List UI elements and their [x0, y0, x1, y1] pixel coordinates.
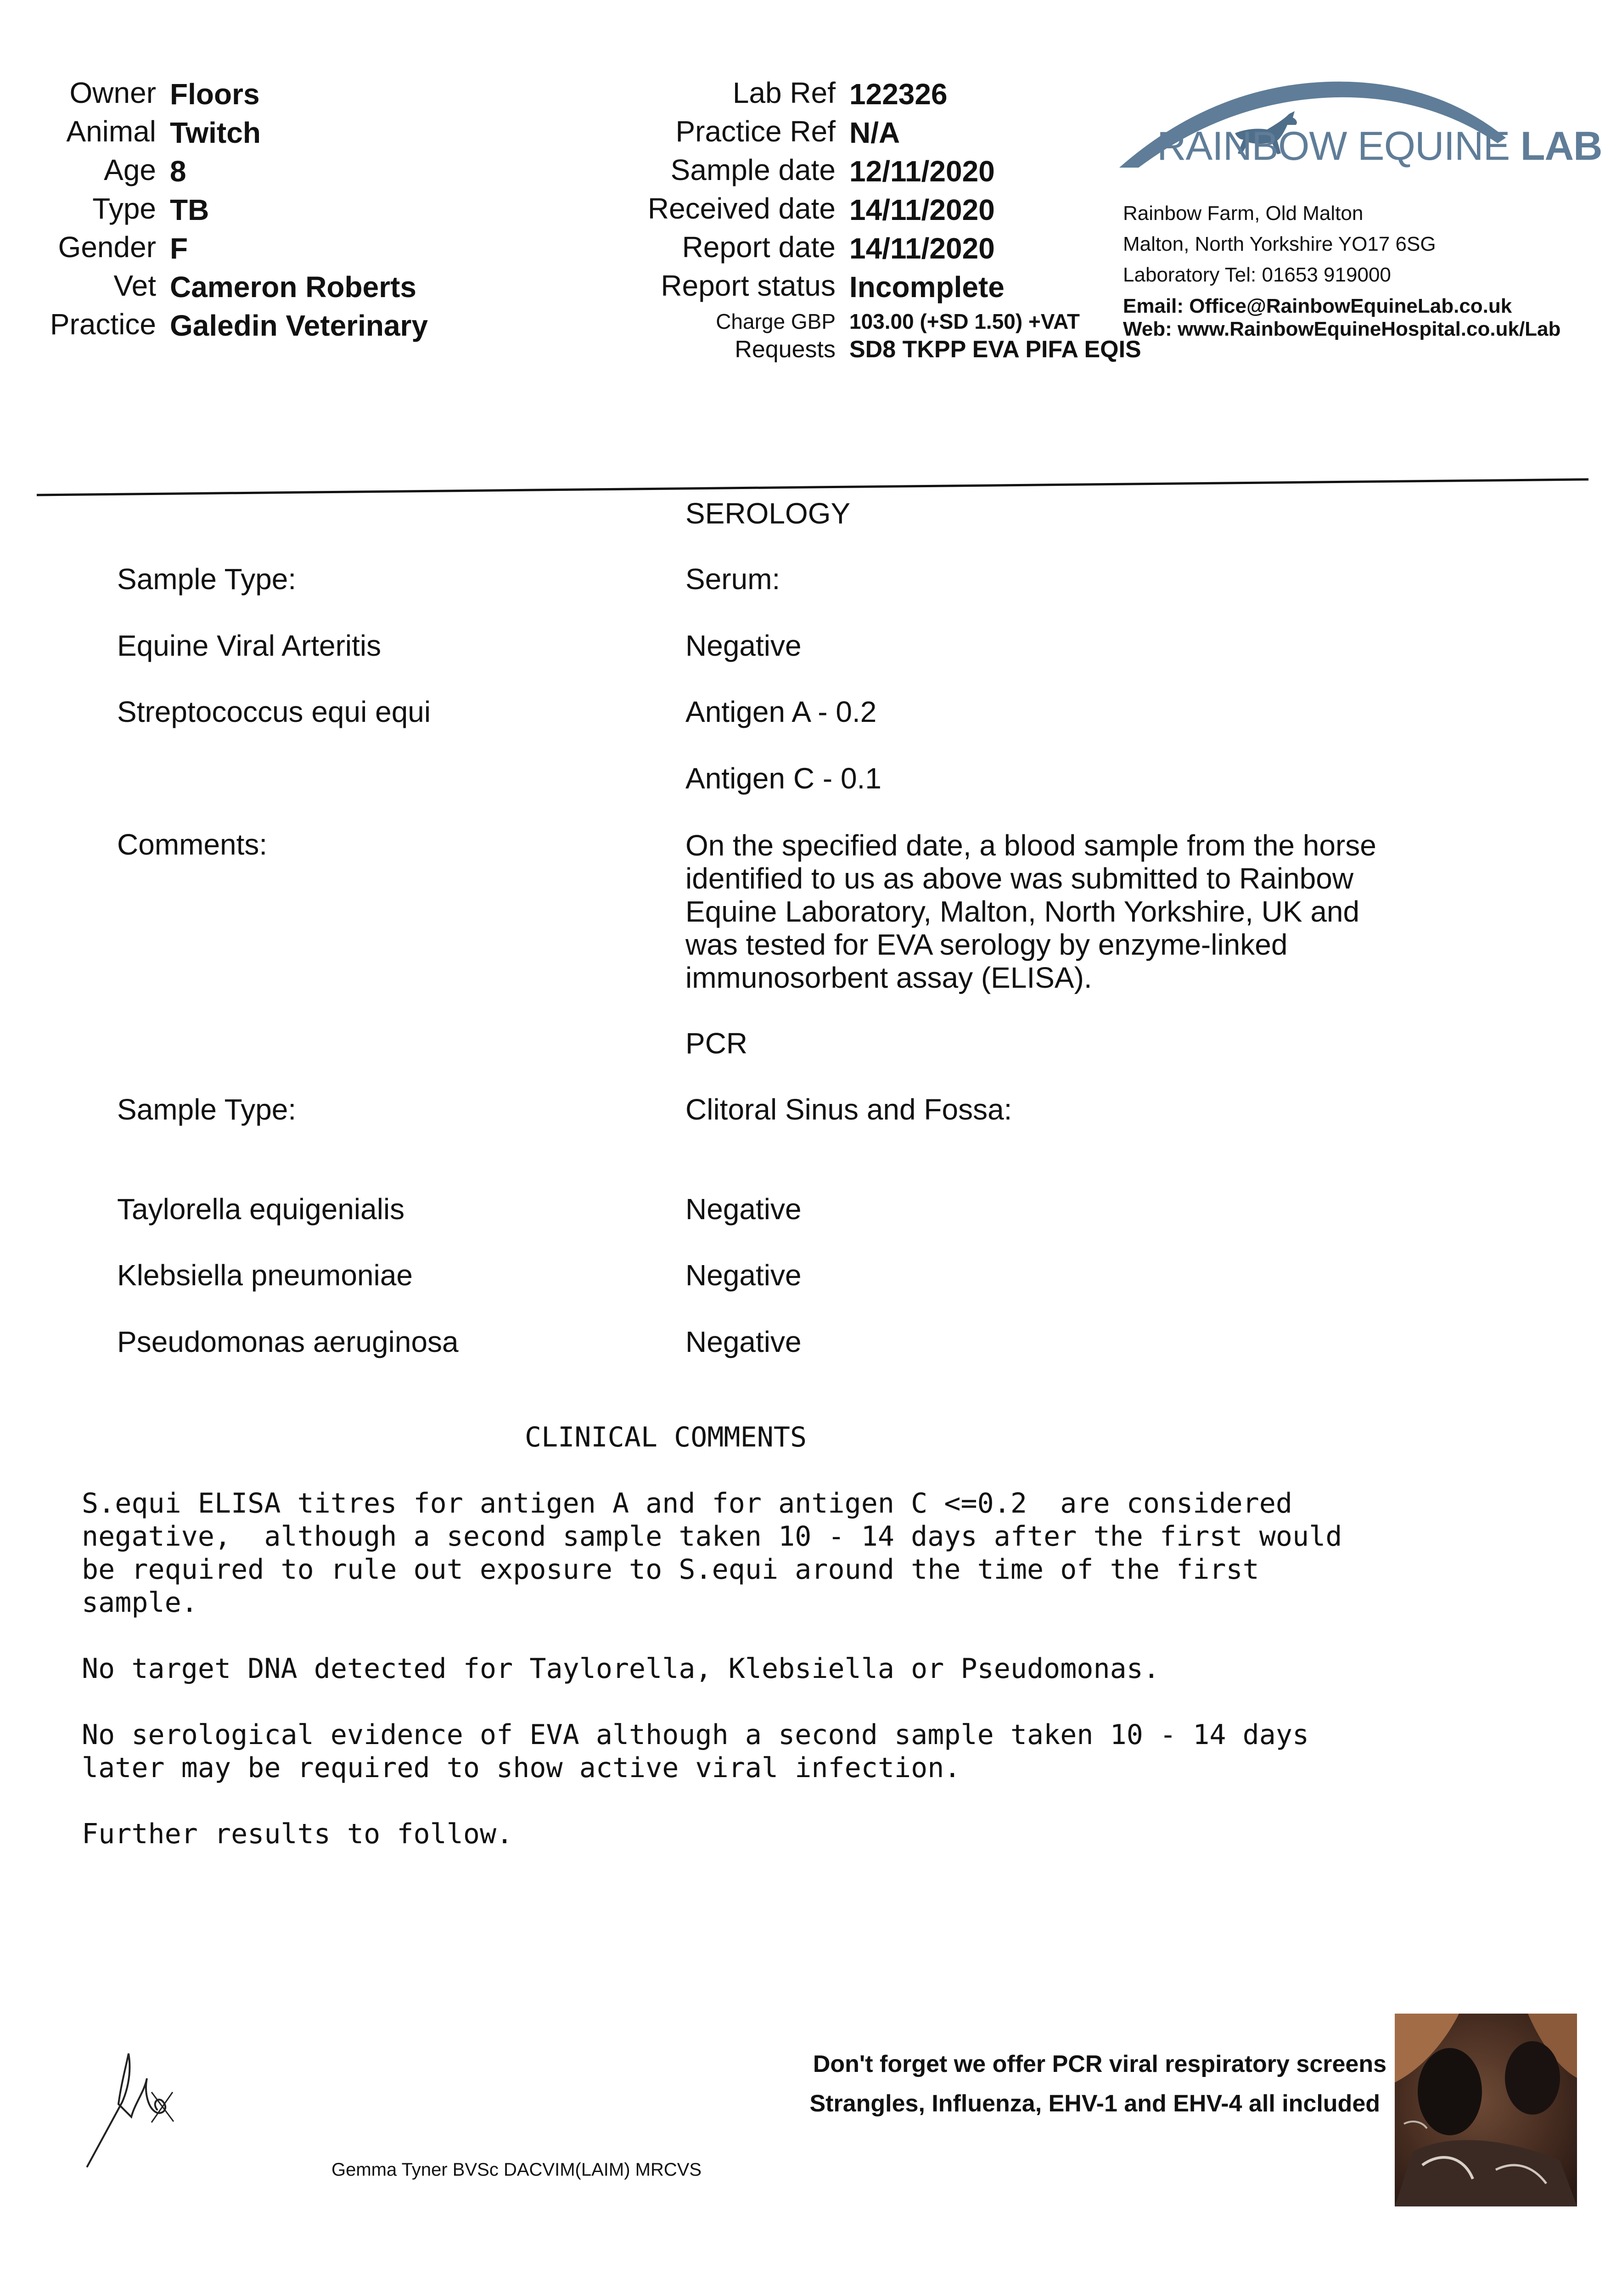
antigen-a-result: Antigen A - 0.2	[685, 695, 877, 728]
practice-value: Galedin Veterinary	[170, 309, 428, 342]
promo-line-1: Don't forget we offer PCR viral respiratory screens	[813, 2051, 1386, 2077]
serology-sample-type-label: Sample Type:	[117, 563, 297, 596]
age-label: Age	[104, 153, 156, 186]
horse-nose-image	[1395, 2014, 1577, 2206]
brand-name-main: RAINBOW EQUINE	[1157, 123, 1521, 169]
pcr-organism-klebsiella: Klebsiella pneumoniae	[117, 1259, 413, 1292]
practice-ref-value: N/A	[849, 116, 900, 149]
lab-website[interactable]: Web: www.RainbowEquineHospital.co.uk/Lab	[1123, 318, 1561, 340]
serology-sample-type-value: Serum:	[685, 563, 780, 596]
report-date-value: 14/11/2020	[849, 232, 995, 265]
pcr-organism-pseudomonas: Pseudomonas aeruginosa	[117, 1325, 459, 1358]
address-line-1: Rainbow Farm, Old Malton	[1123, 202, 1364, 225]
gender-label: Gender	[58, 231, 156, 264]
lab-ref-label: Lab Ref	[732, 76, 836, 109]
clinical-heading: CLINICAL COMMENTS	[525, 1421, 807, 1453]
eva-result: Negative	[685, 629, 802, 662]
sample-date-value: 12/11/2020	[849, 155, 995, 188]
report-status-label: Report status	[661, 269, 836, 302]
signatory-name: Gemma Tyner BVSc DACVIM(LAIM) MRCVS	[331, 2160, 702, 2180]
pcr-result-taylorella: Negative	[685, 1193, 802, 1226]
clinical-para-eva: No serological evidence of EVA although a second sample taken 10 - 14 days later may be required to show active viral infection.	[82, 1719, 1309, 1784]
lab-email[interactable]: Email: Office@RainbowEquineLab.co.uk	[1123, 295, 1512, 317]
clinical-para-elisa: S.equi ELISA titres for antigen A and for antigen C <=0.2 are considered negative, although a second sample taken 10 - 14 days after the first would be required to rule out exposure to S.equi around the time of the first sample.	[82, 1487, 1342, 1619]
clinical-para-further: Further results to follow.	[82, 1818, 513, 1850]
vet-label: Vet	[113, 269, 156, 302]
received-date-value: 14/11/2020	[849, 193, 995, 226]
charge-label: Charge GBP	[716, 310, 836, 333]
clinical-para-dna: No target DNA detected for Taylorella, Klebsiella or Pseudomonas.	[82, 1653, 1160, 1685]
brand-name	[1157, 123, 1602, 169]
serology-heading: SEROLOGY	[685, 497, 851, 530]
promo-line-2: Strangles, Influenza, EHV-1 and EHV-4 all included	[809, 2090, 1380, 2117]
requests-value: SD8 TKPP EVA PIFA EQIS	[849, 336, 1141, 363]
comments-label: Comments:	[117, 828, 268, 861]
signature-image	[78, 2048, 184, 2172]
brand-name-lab: LAB	[1520, 123, 1602, 169]
practice-label: Practice	[50, 308, 156, 341]
received-date-label: Received date	[647, 192, 836, 225]
vet-value: Cameron Roberts	[170, 270, 416, 304]
report-date-label: Report date	[682, 231, 836, 264]
gender-value: F	[170, 232, 188, 265]
owner-value: Floors	[170, 78, 260, 111]
owner-label: Owner	[69, 76, 156, 109]
pcr-heading: PCR	[685, 1027, 748, 1060]
animal-label: Animal	[66, 115, 156, 148]
lab-telephone: Laboratory Tel: 01653 919000	[1123, 264, 1391, 286]
comments-text: On the specified date, a blood sample from the horse identified to us as above was submitted to Rainbow Equine Laboratory, Malton, North Yorkshire, UK and was tested for EVA serology by enzyme-linked immunosorbent assay (ELISA).	[685, 829, 1376, 994]
sample-date-label: Sample date	[670, 153, 836, 186]
animal-value: Twitch	[170, 116, 261, 149]
strep-equi-label: Streptococcus equi equi	[117, 695, 431, 728]
practice-ref-label: Practice Ref	[675, 115, 836, 148]
charge-value: 103.00 (+SD 1.50) +VAT	[849, 310, 1080, 333]
pcr-result-pseudomonas: Negative	[685, 1325, 802, 1358]
antigen-c-result: Antigen C - 0.1	[685, 762, 881, 795]
lab-ref-value: 122326	[849, 78, 948, 111]
age-value: 8	[170, 155, 186, 188]
requests-label: Requests	[735, 336, 836, 363]
rainbow-equine-lab-logo	[1111, 69, 1602, 184]
horse-nose-photo	[1395, 2014, 1577, 2206]
address-line-2: Malton, North Yorkshire YO17 6SG	[1123, 233, 1436, 255]
eva-label: Equine Viral Arteritis	[117, 629, 382, 662]
type-label: Type	[92, 192, 156, 225]
report-status-value: Incomplete	[849, 270, 1005, 304]
pcr-result-klebsiella: Negative	[685, 1259, 802, 1292]
type-value: TB	[170, 193, 209, 226]
pcr-sample-type-value: Clitoral Sinus and Fossa:	[685, 1093, 1012, 1126]
pcr-organism-taylorella: Taylorella equigenialis	[117, 1193, 405, 1226]
pcr-sample-type-label: Sample Type:	[117, 1093, 297, 1126]
